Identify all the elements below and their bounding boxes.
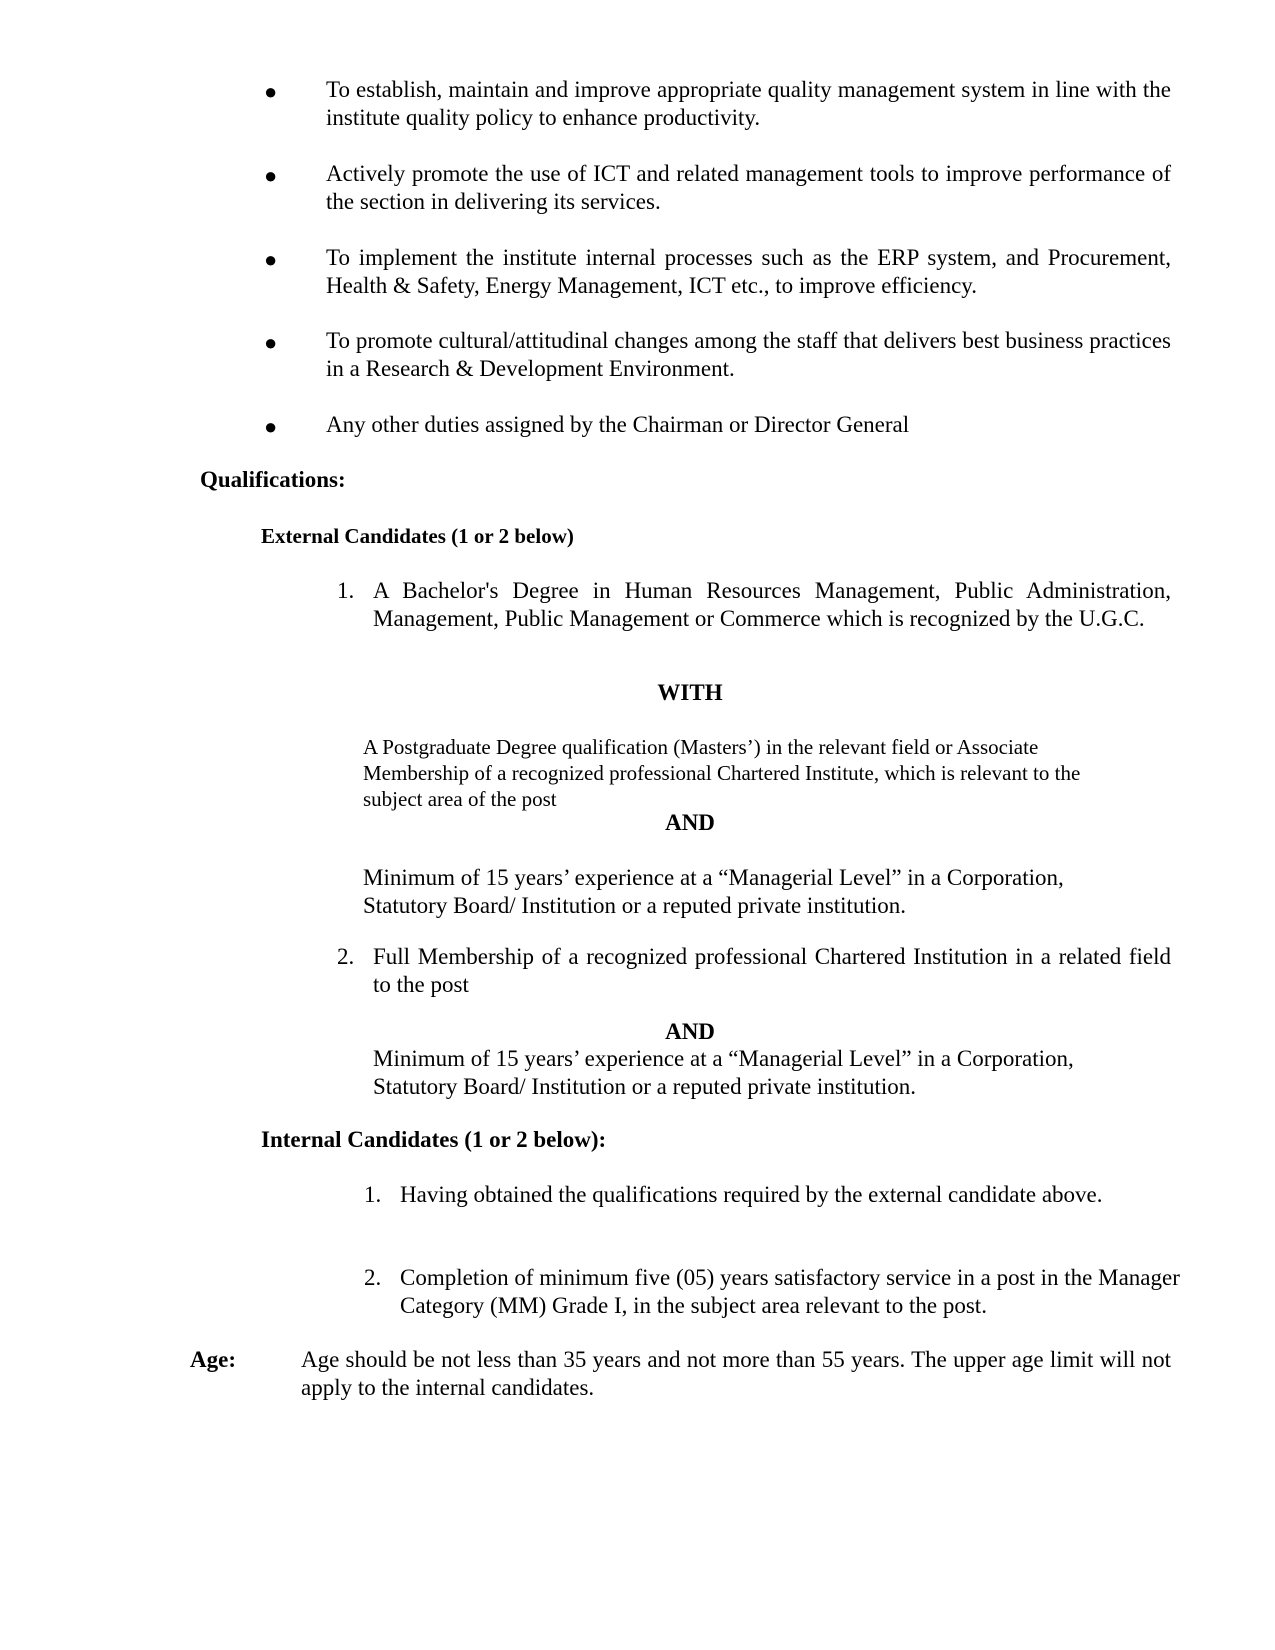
and-label: AND [665, 1019, 715, 1044]
external-candidates-heading: External Candidates (1 or 2 below) [261, 524, 574, 548]
bullet-icon: ● [264, 163, 278, 188]
external-item-2-text: Full Membership of a recognized professional Chartered Institution in a related field to the post [373, 944, 1194, 997]
duty-item: To promote cultural/attitudinal changes among the staff that delivers best business practices in a Research & Development Environment. [326, 328, 1171, 381]
internal-item-1-text: Having obtained the qualifications required by the external candidate above. [400, 1182, 1103, 1207]
bullet-icon: ● [264, 414, 278, 439]
internal-item-2-text: Completion of minimum five (05) years satisfactory service in a post in the Manager Category (MM) Grade I, in the subject area relevant to the post. [400, 1265, 1180, 1318]
external-item-1-text: A Bachelor's Degree in Human Resources Management, Public Administration, Management, Public Management or Commerce which is recognized by the U.G.C. [373, 578, 1171, 631]
duty-item: To establish, maintain and improve appropriate quality management system in line with the institute quality policy to enhance productivity. [326, 77, 1171, 130]
age-label: Age: [190, 1347, 236, 1372]
experience-requirement: Minimum of 15 years’ experience at a “Managerial Level” in a Corporation, Statutory Board/ Institution or a reputed private institution. [373, 1046, 1074, 1099]
postgrad-requirement: A Postgraduate Degree qualification (Masters’) in the relevant field or Associate Membership of a recognized professional Chartered Institute, which is relevant to the subject area of the post [363, 735, 1081, 811]
and-label: AND [665, 810, 715, 835]
list-number: 2. [337, 944, 355, 969]
list-number: 1. [364, 1182, 382, 1207]
age-text: Age should be not less than 35 years and not more than 55 years. The upper age limit will not apply to the internal candidates. [301, 1347, 1171, 1400]
bullet-icon: ● [264, 330, 278, 355]
with-label: WITH [657, 680, 723, 705]
bullet-icon: ● [264, 247, 278, 272]
bullet-icon: ● [264, 79, 278, 104]
duty-item: To implement the institute internal processes such as the ERP system, and Procurement, Health & Safety, Energy Management, ICT etc., to improve efficiency. [326, 245, 1171, 298]
experience-requirement: Minimum of 15 years’ experience at a “Managerial Level” in a Corporation, Statutory Board/ Institution or a reputed private institution. [363, 865, 1064, 918]
list-number: 2. [364, 1265, 382, 1290]
internal-candidates-heading: Internal Candidates (1 or 2 below): [261, 1127, 607, 1152]
duty-item: Actively promote the use of ICT and related management tools to improve performance of the section in delivering its services. [326, 161, 1171, 214]
list-number: 1. [337, 578, 355, 603]
duty-item: Any other duties assigned by the Chairman or Director General [326, 412, 910, 437]
qualifications-heading: Qualifications: [200, 467, 346, 492]
